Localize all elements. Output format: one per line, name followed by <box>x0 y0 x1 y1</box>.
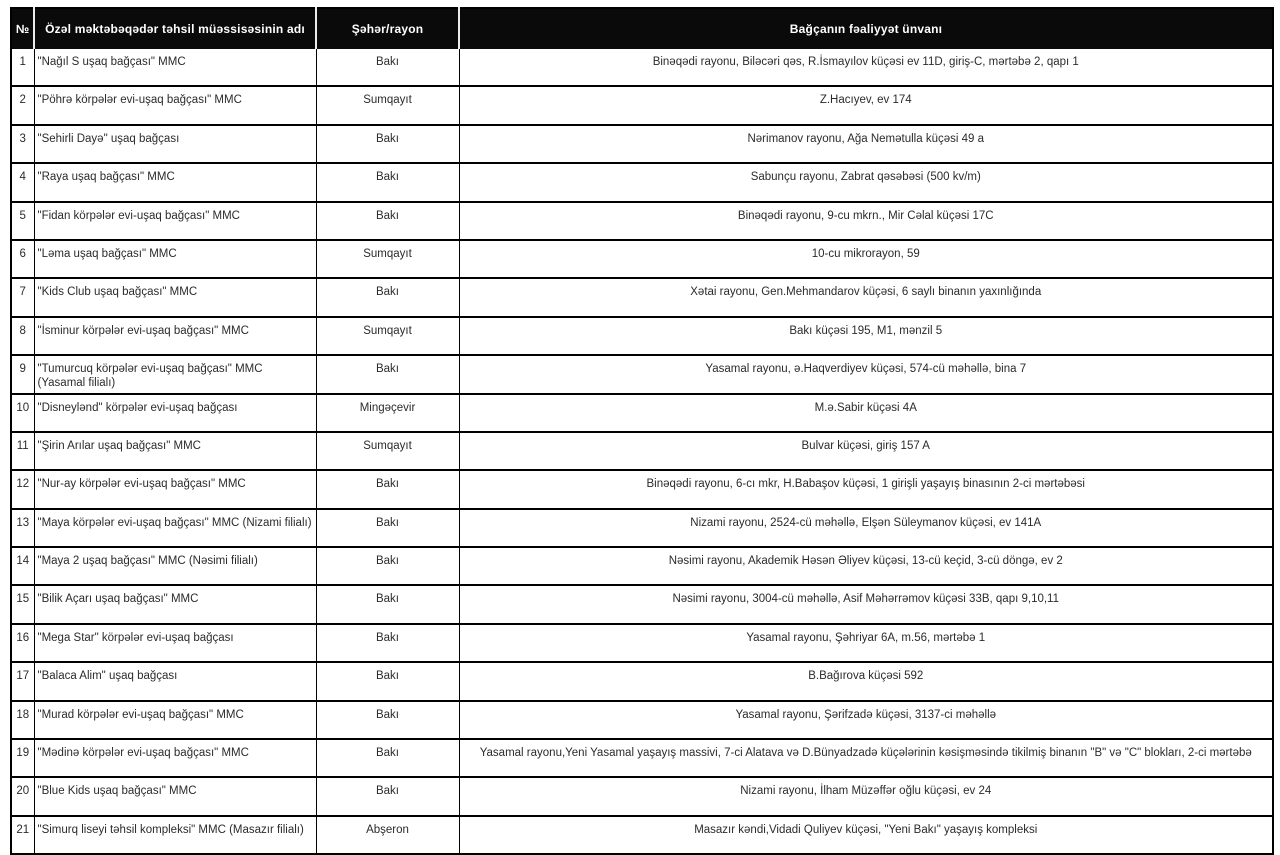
cell-activity-address <box>459 317 1273 355</box>
column-header-number: № <box>11 8 34 49</box>
activity-address-text: 10-cu mikrorayon, 59 <box>811 247 920 260</box>
cell-city-district <box>316 355 459 393</box>
cell-city-district <box>316 470 459 508</box>
table-row <box>11 125 1273 163</box>
table-row <box>11 470 1273 508</box>
cell-activity-address <box>459 624 1273 662</box>
cell-institution-name <box>34 777 316 815</box>
cell-institution-name <box>34 278 316 316</box>
cell-city-district <box>316 240 459 278</box>
activity-address-text: Yasamal rayonu, Şəhriyar 6A, m.56, mərtəbə 1 <box>746 631 986 644</box>
row-number-text: 6 <box>19 247 26 260</box>
city-district-text: Bakı <box>375 209 399 222</box>
cell-city-district <box>316 163 459 201</box>
cell-activity-address <box>459 125 1273 163</box>
cell-city-district <box>316 394 459 432</box>
table-row <box>11 86 1273 124</box>
city-district-text: Bakı <box>375 785 399 798</box>
city-district-text: Mingəçevir <box>359 401 416 414</box>
institution-name-text: "Pöhrə körpələr evi-uşaq bağçası" MMC <box>37 94 242 107</box>
row-number-text: 11 <box>16 439 29 452</box>
activity-address-text: Masazır kəndi,Vidadi Quliyev küçəsi, "Yeni Bakı" yaşayış kompleksi <box>694 823 1038 836</box>
table-row <box>11 432 1273 470</box>
activity-address-text: Sabunçu rayonu, Zabrat qəsəbəsi (500 kv/m) <box>750 171 981 184</box>
institution-name-text: "Murad körpələr evi-uşaq bağçası" MMC <box>37 708 244 721</box>
cell-activity-address <box>459 739 1273 777</box>
cell-city-district <box>316 125 459 163</box>
column-header-address: Bağçanın fəaliyyət ünvanı <box>459 8 1273 49</box>
cell-row-number <box>11 240 34 278</box>
cell-activity-address <box>459 585 1273 623</box>
institution-name-text: "Mədinə körpələr evi-uşaq bağçası" MMC <box>37 747 249 760</box>
table-row <box>11 163 1273 201</box>
activity-address-text: B.Bağırova küçəsi 592 <box>808 670 924 683</box>
city-district-text: Bakı <box>375 631 399 644</box>
cell-city-district <box>316 585 459 623</box>
table-row <box>11 624 1273 662</box>
cell-row-number <box>11 624 34 662</box>
institution-name-text: "Nur-ay körpələr evi-uşaq bağçası" MMC <box>37 478 246 491</box>
cell-institution-name <box>34 547 316 585</box>
cell-row-number <box>11 317 34 355</box>
table-row <box>11 278 1273 316</box>
institution-name-text: "İsminur körpələr evi-uşaq bağçası" MMC <box>37 324 249 337</box>
cell-row-number <box>11 777 34 815</box>
cell-city-district <box>316 432 459 470</box>
row-number-text: 10 <box>16 401 30 414</box>
cell-city-district <box>316 739 459 777</box>
row-number-text: 8 <box>19 324 26 337</box>
cell-activity-address <box>459 240 1273 278</box>
city-district-text: Bakı <box>375 56 399 68</box>
cell-city-district <box>316 49 459 86</box>
cell-city-district <box>316 509 459 547</box>
activity-address-text: Binəqədi rayonu, 6-cı mkr, H.Babaşov küçəsi, 1 girişli yaşayış binasının 2-ci mərtəbəsi <box>646 478 1085 491</box>
cell-city-district <box>316 86 459 124</box>
cell-row-number <box>11 86 34 124</box>
cell-city-district <box>316 317 459 355</box>
city-district-text: Sumqayıt <box>363 94 412 107</box>
cell-institution-name <box>34 624 316 662</box>
cell-city-district <box>316 624 459 662</box>
activity-address-text: Yasamal rayonu, Şərifzadə küçəsi, 3137-ci məhəllə <box>735 708 997 721</box>
institution-name-text: "Fidan körpələr evi-uşaq bağçası" MMC <box>37 209 240 222</box>
table-row <box>11 317 1273 355</box>
table-row <box>11 816 1273 854</box>
institution-name-text: "Ləma uşaq bağçası" MMC <box>37 247 177 260</box>
cell-activity-address <box>459 355 1273 393</box>
cell-activity-address <box>459 701 1273 739</box>
table-row <box>11 394 1273 432</box>
cell-institution-name <box>34 202 316 240</box>
cell-city-district <box>316 701 459 739</box>
cell-institution-name <box>34 317 316 355</box>
cell-row-number <box>11 509 34 547</box>
city-district-text: Sumqayıt <box>363 324 412 337</box>
institution-name-text: "Tumurcuq körpələr evi-uşaq bağçası" MMC (Yasamal filialı) <box>37 363 263 389</box>
cell-institution-name <box>34 240 316 278</box>
row-number-text: 5 <box>19 209 26 222</box>
institution-name-text: "Raya uşaq bağçası" MMC <box>37 171 175 184</box>
city-district-text: Bakı <box>375 670 399 683</box>
table-header-row <box>11 8 1273 49</box>
row-number-text: 2 <box>19 94 26 107</box>
city-district-text: Sumqayıt <box>363 247 412 260</box>
cell-institution-name <box>34 739 316 777</box>
row-number-text: 1 <box>19 56 26 68</box>
table-row <box>11 547 1273 585</box>
cell-row-number <box>11 547 34 585</box>
cell-row-number <box>11 49 34 86</box>
cell-city-district <box>316 202 459 240</box>
cell-row-number <box>11 202 34 240</box>
activity-address-text: Nizami rayonu, 2524-cü məhəllə, Elşən Süleymanov küçəsi, ev 141A <box>690 516 1042 529</box>
table-row <box>11 585 1273 623</box>
institution-name-text: "Blue Kids uşaq bağçası" MMC <box>37 785 197 798</box>
row-number-text: 15 <box>16 593 30 606</box>
cell-city-district <box>316 278 459 316</box>
cell-row-number <box>11 470 34 508</box>
cell-activity-address <box>459 816 1273 854</box>
cell-row-number <box>11 394 34 432</box>
activity-address-text: Nəsimi rayonu, Akademik Həsən Əliyev küçəsi, 13-cü keçid, 3-cü döngə, ev 2 <box>668 555 1063 568</box>
column-header-name: Özəl məktəbəqədər təhsil müəssisəsinin adı <box>34 8 316 49</box>
cell-city-district <box>316 662 459 700</box>
activity-address-text: Xətai rayonu, Gen.Mehmandarov küçəsi, 6 saylı binanın yaxınlığında <box>690 286 1042 299</box>
cell-activity-address <box>459 547 1273 585</box>
activity-address-text: Bulvar küçəsi, giriş 157 A <box>801 439 930 452</box>
table-row <box>11 701 1273 739</box>
cell-city-district <box>316 547 459 585</box>
row-number-text: 4 <box>19 171 26 184</box>
cell-activity-address <box>459 202 1273 240</box>
row-number-text: 3 <box>19 132 26 145</box>
cell-institution-name <box>34 816 316 854</box>
cell-institution-name <box>34 49 316 86</box>
cell-activity-address <box>459 777 1273 815</box>
institution-name-text: "Sehirli Dayə" uşaq bağçası <box>37 132 180 145</box>
cell-institution-name <box>34 662 316 700</box>
column-header-city: Şəhər/rayon <box>316 8 459 49</box>
institution-name-text: "Kids Club uşaq bağçası" MMC <box>37 286 198 299</box>
city-district-text: Bakı <box>375 132 399 145</box>
institution-name-text: "Nağıl S uşaq bağçası" MMC <box>37 56 186 68</box>
cell-institution-name <box>34 86 316 124</box>
cell-institution-name <box>34 585 316 623</box>
cell-row-number <box>11 163 34 201</box>
row-number-text: 18 <box>16 708 30 721</box>
table-row <box>11 355 1273 393</box>
table-row <box>11 739 1273 777</box>
cell-city-district <box>316 816 459 854</box>
city-district-text: Bakı <box>375 708 399 721</box>
cell-activity-address <box>459 432 1273 470</box>
cell-row-number <box>11 585 34 623</box>
row-number-text: 21 <box>16 823 30 836</box>
institution-name-text: "Şirin Arılar uşaq bağçası" MMC <box>37 439 201 452</box>
city-district-text: Bakı <box>375 516 399 529</box>
cell-row-number <box>11 701 34 739</box>
institution-name-text: "Balaca Alim" uşaq bağçası <box>37 670 178 683</box>
cell-city-district <box>316 777 459 815</box>
table-row <box>11 202 1273 240</box>
cell-institution-name <box>34 701 316 739</box>
kindergarten-table <box>10 7 1274 855</box>
cell-row-number <box>11 739 34 777</box>
activity-address-text: M.ə.Sabir küçəsi 4A <box>814 401 917 414</box>
table-row <box>11 49 1273 86</box>
cell-activity-address <box>459 163 1273 201</box>
city-district-text: Bakı <box>375 747 399 760</box>
cell-activity-address <box>459 662 1273 700</box>
activity-address-text: Binəqədi rayonu, Biləcəri qəs, R.İsmayılov küçəsi ev 11D, giriş-C, mərtəbə 2, qapı 1 <box>652 56 1079 68</box>
row-number-text: 7 <box>19 286 26 299</box>
cell-row-number <box>11 432 34 470</box>
document-page <box>10 7 1274 855</box>
city-district-text: Bakı <box>375 593 399 606</box>
row-number-text: 20 <box>16 785 30 798</box>
cell-institution-name <box>34 509 316 547</box>
cell-activity-address <box>459 86 1273 124</box>
table-row <box>11 662 1273 700</box>
row-number-text: 14 <box>16 555 30 568</box>
activity-address-text: Binəqədi rayonu, 9-cu mkrn., Mir Cəlal küçəsi 17C <box>737 209 994 222</box>
city-district-text: Bakı <box>375 363 399 376</box>
institution-name-text: "Maya 2 uşaq bağçası" MMC (Nəsimi filialı) <box>37 555 258 568</box>
city-district-text: Bakı <box>375 286 399 299</box>
activity-address-text: Nərimanov rayonu, Ağa Nemətulla küçəsi 49 a <box>747 132 984 145</box>
cell-activity-address <box>459 49 1273 86</box>
institution-name-text: "Disneylənd" körpələr evi-uşaq bağçası <box>37 401 238 414</box>
cell-row-number <box>11 278 34 316</box>
city-district-text: Abşeron <box>366 823 409 836</box>
row-number-text: 12 <box>16 478 30 491</box>
cell-institution-name <box>34 355 316 393</box>
row-number-text: 16 <box>16 631 30 644</box>
activity-address-text: Bakı küçəsi 195, M1, mənzil 5 <box>789 324 943 337</box>
table-row <box>11 240 1273 278</box>
cell-activity-address <box>459 470 1273 508</box>
cell-row-number <box>11 816 34 854</box>
cell-activity-address <box>459 394 1273 432</box>
institution-name-text: "Mega Star" körpələr evi-uşaq bağçası <box>37 631 234 644</box>
cell-institution-name <box>34 163 316 201</box>
cell-row-number <box>11 125 34 163</box>
activity-address-text: Yasamal rayonu, ə.Haqverdiyev küçəsi, 574-cü məhəllə, bina 7 <box>705 363 1027 376</box>
city-district-text: Bakı <box>375 555 399 568</box>
institution-name-text: "Bilik Açarı uşaq bağçası" MMC <box>37 593 199 606</box>
institution-name-text: "Simurq liseyi təhsil kompleksi" MMC (Masazır filialı) <box>37 823 304 836</box>
cell-institution-name <box>34 470 316 508</box>
cell-institution-name <box>34 432 316 470</box>
table-row <box>11 777 1273 815</box>
cell-institution-name <box>34 394 316 432</box>
cell-activity-address <box>459 278 1273 316</box>
row-number-text: 9 <box>19 363 26 376</box>
city-district-text: Bakı <box>375 478 399 491</box>
row-number-text: 19 <box>16 747 30 760</box>
table-body <box>11 49 1273 854</box>
cell-institution-name <box>34 125 316 163</box>
institution-name-text: "Maya körpələr evi-uşaq bağçası" MMC (Nizami filialı) <box>37 516 312 529</box>
table-row <box>11 509 1273 547</box>
row-number-text: 13 <box>16 516 30 529</box>
city-district-text: Sumqayıt <box>363 439 412 452</box>
activity-address-text: Nizami rayonu, İlham Müzəffər oğlu küçəsi, ev 24 <box>740 785 992 798</box>
cell-activity-address <box>459 509 1273 547</box>
activity-address-text: Nəsimi rayonu, 3004-cü məhəllə, Asif Məhərrəmov küçəsi 33B, qapı 9,10,11 <box>672 593 1059 606</box>
activity-address-text: Z.Hacıyev, ev 174 <box>819 94 912 107</box>
row-number-text: 17 <box>16 670 30 683</box>
cell-row-number <box>11 355 34 393</box>
city-district-text: Bakı <box>375 171 399 184</box>
cell-row-number <box>11 662 34 700</box>
activity-address-text: Yasamal rayonu,Yeni Yasamal yaşayış massivi, 7-ci Alatava və D.Bünyadzadə küçələrinin kəsişməsində tikilmiş binanın "B" və "C" blokları, 2-ci mərtəbə <box>479 747 1252 760</box>
